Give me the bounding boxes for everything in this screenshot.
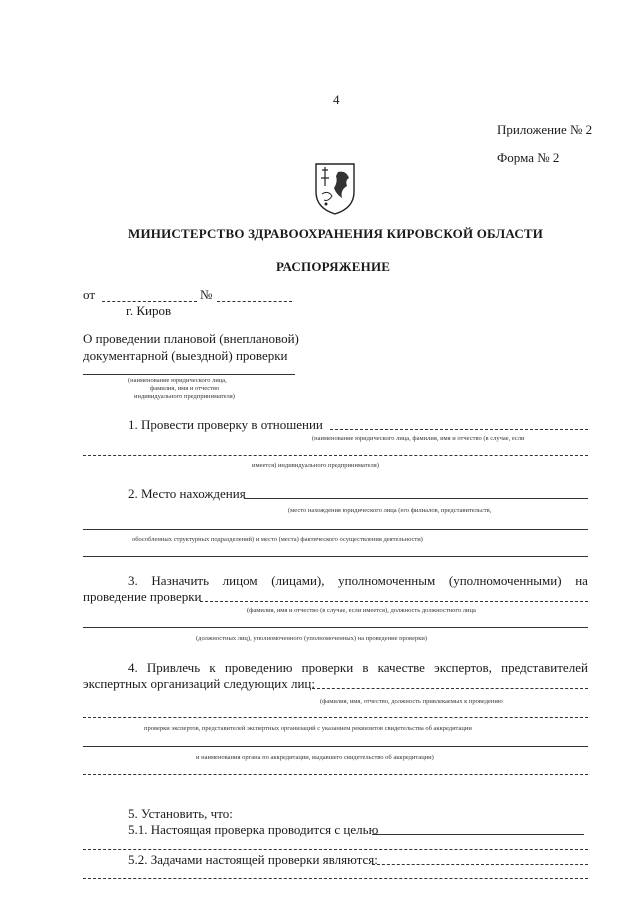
city-label: г. Киров — [126, 303, 172, 318]
p3-field-line-2 — [83, 627, 588, 628]
p4-word: Привлечь — [146, 660, 201, 675]
p4-field-line — [312, 688, 588, 689]
subject-line-2: документарной (выездной) проверки — [83, 348, 288, 363]
p52-field-line-2 — [83, 878, 588, 879]
p51-field-line-2 — [83, 849, 588, 850]
paragraph-5: 5. Установить, что: — [128, 806, 233, 821]
p4-note-3: и наименования органа по аккредитации, выдавшего свидетельство об аккредитации) — [196, 754, 434, 761]
subject-note-2: фамилия, имя и отчество — [150, 385, 220, 392]
paragraph-4-line-1 — [128, 660, 588, 676]
p4-word: к — [209, 660, 216, 675]
paragraph-2: 2. Место нахождения — [128, 486, 246, 501]
p1-field-line-2 — [83, 455, 588, 456]
ministry-title: МИНИСТЕРСТВО ЗДРАВООХРАНЕНИЯ КИРОВСКОЙ ОБЛАСТИ — [128, 226, 544, 241]
paragraph-5-1: 5.1. Настоящая проверка проводится с целью — [128, 822, 379, 837]
subject-field-line — [83, 374, 295, 375]
p3-word: 3. — [128, 573, 138, 588]
coat-of-arms-icon — [312, 160, 358, 216]
subject-note-1: (наименование юридического лица, — [128, 377, 227, 384]
p4-word: проведению — [224, 660, 293, 675]
document-type: РАСПОРЯЖЕНИЕ — [276, 259, 391, 274]
p4-word: в — [362, 660, 369, 675]
p4-word: проверки — [301, 660, 354, 675]
p1-field-line — [330, 429, 588, 430]
p2-field-line — [244, 498, 588, 499]
subject-note-3: индивидуального предпринимателя) — [134, 393, 235, 400]
p4-word: представителей — [501, 660, 588, 675]
p3-word: лицом — [222, 573, 258, 588]
p3-word: (уполномоченными) — [448, 573, 562, 588]
number-field-line — [217, 301, 292, 302]
p2-field-line-2 — [83, 529, 588, 530]
p4-field-line-2 — [83, 717, 588, 718]
p3-word: на — [575, 573, 588, 588]
paragraph-3-line-2: проведение проверки — [83, 589, 202, 604]
form-label: Форма № 2 — [497, 150, 560, 165]
p3-note-2: (должностных лиц), уполномоченного (уполномоченных) на проведение проверки) — [196, 635, 428, 642]
p4-field-line-3 — [83, 746, 588, 747]
paragraph-5-2: 5.2. Задачами настоящей проверки являются: — [128, 852, 378, 867]
p3-note-1: (фамилия, имя и отчество (в случае, если имеется), должность должностного лица — [247, 607, 476, 614]
p2-note-1: (место нахождения юридического лица (его филиалов, представительств, — [288, 507, 492, 514]
paragraph-1: 1. Провести проверку в отношении — [128, 417, 323, 432]
p1-note-2: имеется) индивидуального предпринимателя) — [252, 462, 379, 469]
p3-word: Назначить — [151, 573, 210, 588]
subject-line-1: О проведении плановой (внеплановой) — [83, 331, 299, 346]
number-label: № — [200, 287, 213, 302]
paragraph-3-line-1 — [128, 573, 588, 589]
date-field-line — [102, 301, 197, 302]
appendix-label: Приложение № 2 — [497, 122, 593, 137]
p3-word: (лицами), — [271, 573, 325, 588]
paragraph-4-line-2: экспертных организаций следующих лиц: — [83, 676, 315, 691]
p2-field-line-3 — [83, 556, 588, 557]
p3-word: уполномоченным — [338, 573, 436, 588]
p2-note-2: обособленных структурных подразделений) и место (места) фактического осуществления деятельности) — [132, 536, 423, 543]
p4-note-1: (фамилия, имя, отчество, должность привлекаемых к проведению — [320, 698, 503, 705]
p51-field-line — [372, 834, 584, 835]
p4-word: качестве — [377, 660, 425, 675]
p3-field-line — [200, 601, 588, 602]
p52-field-line — [372, 864, 588, 865]
from-label: от — [83, 287, 96, 302]
p1-note-1: (наименование юридического лица, фамилия, имя и отчество (в случае, если — [312, 435, 525, 442]
p4-word: 4. — [128, 660, 138, 675]
page-number: 4 — [333, 92, 340, 107]
p4-field-line-4 — [83, 774, 588, 775]
p4-word: экспертов, — [434, 660, 492, 675]
p4-note-2: проверки экспертов, представителей экспертных организаций с указанием реквизитов свидетельства об аккредитации — [144, 725, 472, 732]
